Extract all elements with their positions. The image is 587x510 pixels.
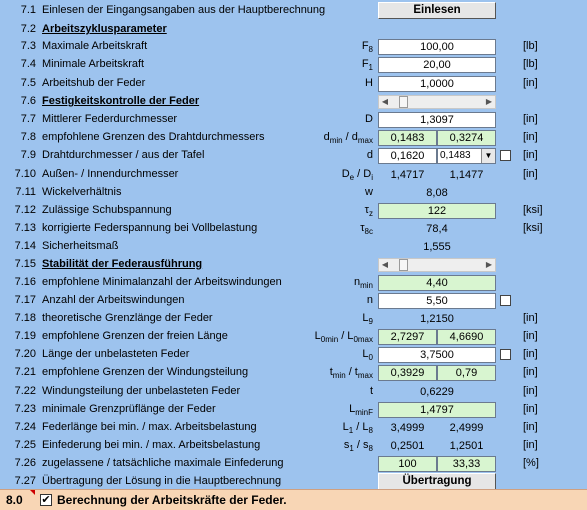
row-symbol [354,276,373,290]
scroll-left-icon[interactable]: ◀ [381,260,389,269]
row-symbol [367,149,373,161]
row-label: Minimale Arbeitskraft [42,58,145,70]
row-label: korrigierte Federspannung bei Vollbelastung [42,222,258,234]
row-number: 7.25 [14,439,36,451]
value-cell-2: 0,3274 [437,130,496,146]
value-cell-2: 2,4999 [437,420,496,436]
row-symbol [365,204,373,218]
row-label: Drahtdurchmesser / aus der Tafel [42,149,205,161]
row-label: Zulässige Schubspannung [42,204,172,216]
row-number: 7.1 [20,4,36,16]
row-7-7 [0,111,587,129]
value-cell: 1,4717 [378,167,437,183]
row-7-23 [0,401,587,419]
value-cell: 78,4 [378,221,496,237]
row-label: Windungsteilung der unbelasteten Feder [42,385,241,397]
comment-marker [30,490,35,495]
row-symbol [362,312,373,326]
row-7-26 [0,455,587,473]
row-label: Maximale Arbeitskraft [42,40,148,52]
value-cell: 4,40 [378,275,496,291]
dropdown-value: 0,1483 [440,150,471,161]
row-number: 7.24 [14,421,36,433]
row-label: zugelassene / tatsächliche maximale Einfederung [42,457,284,469]
symbol-part: n [353,276,361,288]
row-7-15 [0,256,587,274]
row-symbol [362,58,373,72]
row-7-6 [0,93,587,111]
value-cell-2: 33,33 [437,456,496,472]
row-label: Arbeitshub der Feder [42,77,146,89]
row-symbol [324,131,373,145]
symbol-part: 1 [368,63,373,73]
value-cell: 3,4999 [378,420,437,436]
row-7-5 [0,75,587,93]
symbol-part: / s [353,439,369,451]
row-number: 7.13 [14,222,36,234]
row-7-4 [0,56,587,74]
wire-table-dropdown[interactable] [437,148,496,164]
symbol-part: 1 [348,426,354,436]
value-cell[interactable]: 0,1620 [378,148,437,164]
row-symbol [370,385,373,397]
row-7-20 [0,346,587,364]
row-symbol [365,77,373,89]
value-cell-2: 0,79 [437,365,496,381]
row-7-17 [0,292,587,310]
symbol-part: min [360,281,373,291]
symbol-part: min [332,371,346,381]
symbol-part: 8 [368,45,373,55]
value-cell[interactable]: 100,00 [378,39,496,55]
value-cell[interactable]: 1,0000 [378,76,496,92]
symbol-part: w [365,186,373,198]
row-symbol [342,168,373,182]
value-cell[interactable]: 3,7500 [378,347,496,363]
value-cell: 8,08 [378,185,496,201]
option-checkbox[interactable] [500,295,511,306]
row-symbol [349,403,373,417]
row-7-3 [0,38,587,56]
row-number: 7.4 [20,58,36,70]
row-label: empfohlene Minimalanzahl der Arbeitswindungen [42,276,282,288]
symbol-part: min [329,136,343,146]
value-cell[interactable]: 1,3097 [378,112,496,128]
row-number: 7.27 [14,475,36,487]
unit-label: [in] [523,366,538,378]
row-symbol [362,348,373,362]
row-number: 7.21 [14,366,36,378]
row-number: 7.6 [20,95,36,107]
row-7-14 [0,238,587,256]
unit-label: [lb] [523,40,538,52]
symbol-part: t [329,366,333,378]
footer-checkbox[interactable]: ✔ [41,494,51,506]
symbol-part: F [361,40,369,52]
symbol-part: d [323,131,330,143]
value-cell: 0,2501 [378,438,437,454]
value-cell-2: 1,1477 [437,167,496,183]
load-input-button[interactable]: Einlesen [378,2,496,19]
value-cell: 0,3929 [378,365,437,381]
row-symbol [315,330,373,344]
row-number: 7.2 [20,23,36,35]
row-7-13 [0,220,587,238]
row-number: 7.16 [14,276,36,288]
row-label: Außen- / Innendurchmesser [42,168,179,180]
row-number: 7.15 [14,258,36,270]
option-checkbox[interactable] [500,349,511,360]
row-7-9 [0,147,587,165]
row-label: minimale Grenzprüflänge der Feder [42,403,216,415]
symbol-part: 0 [368,353,373,363]
value-cell: 122 [378,203,496,219]
row-number: 7.8 [20,131,36,143]
symbol-part: D [365,113,373,125]
horizontal-scrollbar[interactable] [378,258,496,272]
row-number: 7.23 [14,403,36,415]
transfer-button[interactable]: Übertragung [378,473,496,490]
symbol-part: d [366,149,373,161]
symbol-part: / d [342,131,358,143]
row-symbol [343,421,373,435]
symbol-part: e [349,173,355,183]
value-cell: 0,1483 [378,130,437,146]
scroll-right-icon[interactable]: ▶ [485,97,493,106]
value-cell[interactable]: 20,00 [378,57,496,73]
row-7-16 [0,274,587,292]
section-footer [0,489,587,510]
symbol-part: H [365,77,373,89]
unit-label: [in] [523,131,538,143]
unit-label: [in] [523,330,538,342]
symbol-part: max [357,371,373,381]
symbol-part: / D [354,168,372,180]
symbol-part: 8c [364,227,373,237]
chevron-down-icon[interactable]: ▼ [481,149,495,163]
row-7-19 [0,328,587,346]
row-number: 7.9 [20,149,36,161]
symbol-part: 8 [368,444,373,454]
symbol-part: L [314,330,321,342]
section-header: Festigkeitskontrolle der Feder [42,95,200,107]
symbol-part: 1 [349,444,354,454]
scroll-thumb[interactable] [399,259,408,271]
row-number: 7.7 [20,113,36,125]
row-7-12 [0,202,587,220]
row-label: empfohlene Grenzen des Drahtdurchmessers [42,131,265,143]
symbol-part: 8 [368,426,373,436]
symbol-part: max [357,136,373,146]
value-cell: 1,2150 [378,311,496,327]
unit-label: [%] [523,457,539,469]
value-cell: 1,4797 [378,402,496,418]
row-number: 7.18 [14,312,36,324]
row-label: empfohlene Grenzen der freien Länge [42,330,228,342]
row-label: Übertragung der Lösung in die Hauptberechnung [42,475,282,487]
symbol-part: D [341,168,350,180]
value-cell[interactable]: 5,50 [378,293,496,309]
row-symbol [344,439,373,453]
row-number: 7.10 [14,168,36,180]
symbol-part: τ [360,222,365,234]
symbol-part: F [361,58,369,70]
row-7-1 [0,2,587,20]
unit-label: [in] [523,168,538,180]
row-7-10 [0,166,587,184]
row-7-25 [0,437,587,455]
row-label: Einlesen der Eingangsangaben aus der Hauptberechnung [42,4,326,16]
row-7-11 [0,184,587,202]
value-cell: 0,6229 [378,384,496,400]
row-number: 7.3 [20,40,36,52]
row-symbol [330,366,373,380]
row-7-2 [0,21,587,39]
value-cell-2: 4,6690 [437,329,496,345]
section-header: Stabilität der Federausführung [42,258,203,270]
symbol-part: 0max [353,335,373,345]
row-label: Länge der unbelasteten Feder [42,348,190,360]
row-number: 7.26 [14,457,36,469]
row-7-18 [0,310,587,328]
footer-title: Berechnung der Arbeitskräfte der Feder. [57,493,287,507]
unit-label: [in] [523,403,538,415]
scroll-right-icon[interactable]: ▶ [485,260,493,269]
row-label: Einfederung bei min. / max. Arbeitsbelastung [42,439,261,451]
symbol-part: n [366,294,373,306]
symbol-part: / t [345,366,358,378]
scroll-thumb[interactable] [399,96,408,108]
row-7-8 [0,129,587,147]
symbol-part: s [343,439,350,451]
row-symbol [365,186,373,198]
row-label: Mittlerer Federdurchmesser [42,113,178,125]
symbol-part: t [369,385,373,397]
symbol-part: minF [355,408,373,418]
scroll-left-icon[interactable]: ◀ [381,97,389,106]
row-symbol [365,113,373,125]
unit-label: [ksi] [523,222,543,234]
row-label: Wickelverhältnis [42,186,122,198]
unit-label: [in] [523,312,538,324]
row-label: empfohlene Grenzen der Windungsteilung [42,366,249,378]
symbol-part: L [349,403,356,415]
unit-label: [in] [523,439,538,451]
section-header: Arbeitszyklusparameter [42,23,167,35]
symbol-part: 9 [368,317,373,327]
row-7-22 [0,383,587,401]
symbol-part: z [369,209,373,219]
value-cell: 2,7297 [378,329,437,345]
footer-number: 8.0 [6,493,23,507]
horizontal-scrollbar[interactable] [378,95,496,109]
value-cell: 100 [378,456,437,472]
row-7-24 [0,419,587,437]
row-7-21 [0,364,587,382]
symbol-part: L [342,421,349,433]
symbol-part: / L [338,330,354,342]
symbol-part: i [371,173,373,183]
row-symbol [367,294,373,306]
unit-label: [in] [523,348,538,360]
symbol-part: τ [364,204,369,216]
value-cell: 1,555 [378,239,496,255]
unit-label: [lb] [523,58,538,70]
row-number: 7.11 [15,186,36,198]
symbol-part: 0min [320,335,339,345]
unit-label: [in] [523,149,538,161]
row-number: 7.22 [14,385,36,397]
symbol-part: / L [353,421,369,433]
unit-label: [in] [523,385,538,397]
unit-label: [ksi] [523,204,543,216]
row-symbol [362,40,373,54]
option-checkbox[interactable] [500,150,511,161]
row-label: Anzahl der Arbeitswindungen [42,294,185,306]
row-number: 7.12 [14,204,36,216]
row-number: 7.17 [14,294,36,306]
unit-label: [in] [523,421,538,433]
row-label: Sicherheitsmaß [42,240,119,252]
row-symbol [360,222,373,236]
unit-label: [in] [523,77,538,89]
symbol-part: L [362,312,369,324]
row-number: 7.20 [14,348,36,360]
row-label: theoretische Grenzlänge der Feder [42,312,213,324]
row-number: 7.19 [14,330,36,342]
row-number: 7.5 [20,77,36,89]
row-number: 7.14 [14,240,36,252]
unit-label: [in] [523,113,538,125]
symbol-part: L [362,348,369,360]
row-label: Federlänge bei min. / max. Arbeitsbelastung [42,421,257,433]
value-cell-2: 1,2501 [437,438,496,454]
